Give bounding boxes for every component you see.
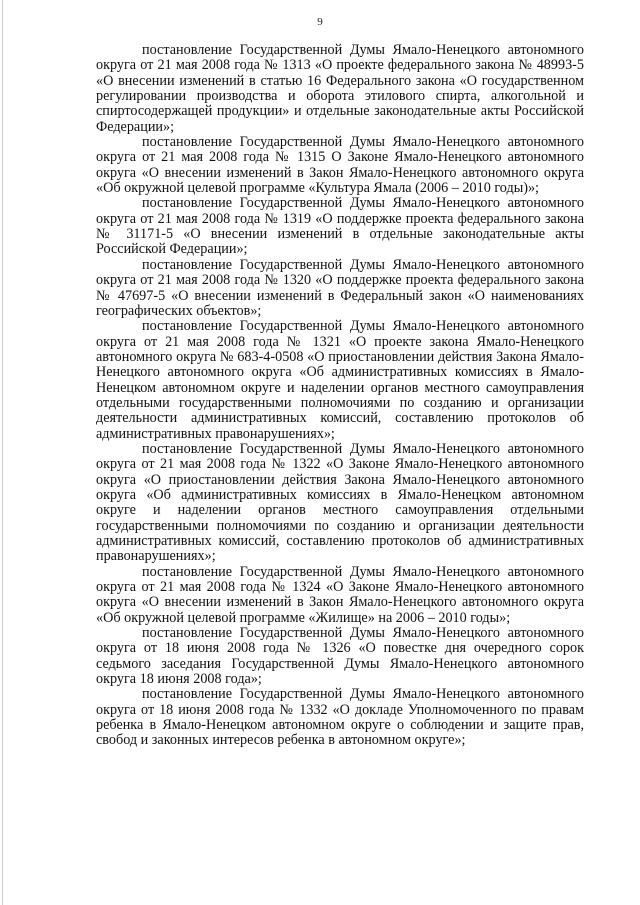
paragraph-resolution-1322: постановление Государственной Думы Ямало-Ненецкого автономного округа от 21 мая 2008 года № 1322 «О Законе Ямало-Ненецкого автономного округа «О приостановлении действия Закона Ямало-Ненецкого автономного округа «Об административных комиссиях в Ямало-Ненецком автономном округе и наделении органов местного самоуправления отдельными государственными полномочиями по созданию и организации деятельности административных комиссий, составлению протоколов об административных правонарушениях»; [96,440,584,565]
paragraph-resolution-1315: постановление Государственной Думы Ямало-Ненецкого автономного округа от 21 мая 2008 года № 1315 О Законе Ямало-Ненецкого автономного округа «О внесении изменений в Закон Ямало-Ненецкого автономного округа «Об окружной целевой программе «Культура Ямала (2006 – 2010 годы)»; [96,134,584,197]
page-edge [2,0,3,905]
page-number: 9 [317,16,323,28]
paragraph-resolution-1332: постановление Государственной Думы Ямало-Ненецкого автономного округа от 18 июня 2008 года № 1332 «О докладе Уполномоченного по правам ребенка в Ямало-Ненецком автономном округе о соблюдении и защите прав, свобод и законных интересов ребенка в автономном округе»; [96,686,584,749]
paragraph-resolution-1326: постановление Государственной Думы Ямало-Ненецкого автономного округа от 18 июня 2008 года № 1326 «О повестке дня очередного сорок седьмого заседания Государственной Думы Ямало-Ненецкого автономного округа 18 июня 2008 года»; [96,625,584,688]
document-body [96,43,584,749]
paragraph-resolution-1320: постановление Государственной Думы Ямало-Ненецкого автономного округа от 21 мая 2008 года № 1320 «О поддержке проекта федерального закона № 47697-5 «О внесении изменений в Федеральный закон «О наименованиях географических объектов»; [96,256,584,319]
paragraph-resolution-1324: постановление Государственной Думы Ямало-Ненецкого автономного округа от 21 мая 2008 года № 1324 «О Законе Ямало-Ненецкого автономного округа «О внесении изменений в Закон Ямало-Ненецкого автономного округа «Об окружной целевой программе «Жилище» на 2006 – 2010 годы»; [96,563,584,626]
paragraph-resolution-1313: постановление Государственной Думы Ямало-Ненецкого автономного округа от 21 мая 2008 года № 1313 «О проекте федерального закона № 48993-5 «О внесении изменений в статью 16 Федерального закона «О государственном регулировании производства и оборота этилового спирта, алкогольной и спиртосодержащей продукции» и отдельные законодательные акты Российской Федерации»; [96,42,584,135]
paragraph-resolution-1319: постановление Государственной Думы Ямало-Ненецкого автономного округа от 21 мая 2008 года № 1319 «О поддержке проекта федерального закона № 31171-5 «О внесении изменений в отдельные законодательные акты Российской Федерации»; [96,195,584,258]
paragraph-resolution-1321: постановление Государственной Думы Ямало-Ненецкого автономного округа от 21 мая 2008 года № 1321 «О проекте закона Ямало-Ненецкого автономного округа № 683-4-0508 «О приостановлении действия Закона Ямало-Ненецкого автономного округа «Об административных комиссиях в Ямало-Ненецком автономном округе и наделении органов местного самоуправления отдельными государственными полномочиями по созданию и организации деятельности административных комиссий, составлению протоколов об административных правонарушениях»; [96,318,584,442]
